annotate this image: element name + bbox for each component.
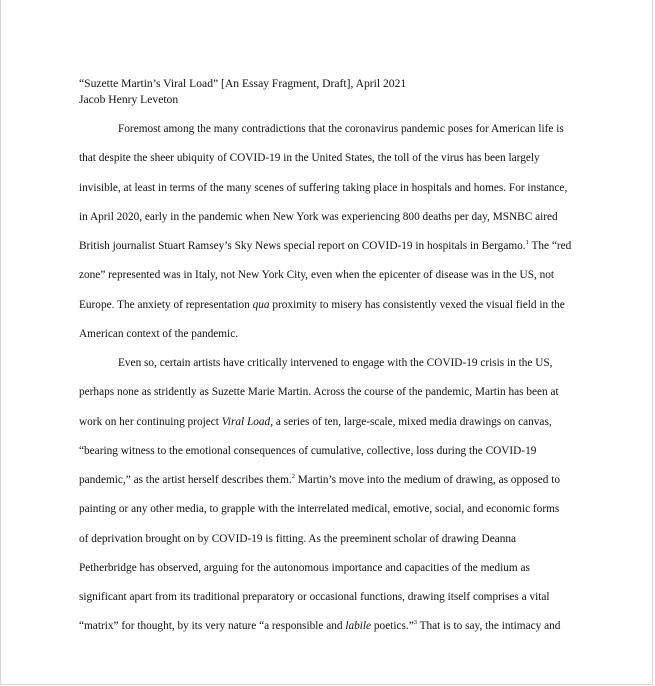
paragraph-line: pandemic,” as the artist herself describes them.$^2$ Martin’s move into the medium of drawing, as opposed to: [79, 473, 561, 486]
paragraph-line: British journalist Stuart Ramsey’s Sky News special report on COVID-19 in hospitals in Bergamo.$^1$ The “red: [79, 239, 572, 252]
essay-body: [79, 121, 579, 648]
paragraph-line: invisible, at least in terms of the many scenes of suffering taking place in hospitals and homes. For instance,: [79, 181, 568, 194]
paragraph-line: perhaps none as stridently as Suzette Marie Martin. Across the course of the pandemic, Martin has been at: [79, 386, 559, 399]
paragraph-line: Even so, certain artists have critically intervened to engage with the COVID-19 crisis in the US,: [118, 357, 553, 369]
paragraph-line: significant apart from its traditional preparatory or occasional functions, drawing itself comprises a vital: [79, 591, 550, 603]
document-title: “Suzette Martin’s Viral Load” [An Essay Fragment, Draft], April 2021: [79, 77, 407, 90]
paragraph-line: painting or any other media, to grapple with the interrelated medical, emotive, social, and economic forms: [79, 503, 560, 516]
paragraph-line: work on her continuing project Viral Load, a series of ten, large-scale, mixed media drawings on canvas,: [79, 415, 552, 428]
italic-term: qua: [252, 298, 270, 311]
paragraph-line: of deprivation brought on by COVID-19 is fitting. As the preeminent scholar of drawing Deanna: [79, 532, 517, 545]
footnote-marker: 3: [413, 619, 417, 627]
paragraph-line: in April 2020, early in the pandemic when New York was experiencing 800 deaths per day, MSNBC aired: [79, 210, 558, 223]
paragraph-line: Petherbridge has observed, arguing for the autonomous importance and capacities of the medium as: [79, 561, 530, 574]
paragraph-line: “bearing witness to the emotional consequences of cumulative, collective, loss during the COVID-19: [79, 444, 537, 457]
footnote-marker: 1: [525, 239, 529, 246]
document-author: Jacob Henry Leveton: [79, 93, 179, 106]
paragraph-line: Foremost among the many contradictions that the coronavirus pandemic poses for American life is: [118, 123, 564, 135]
footnote-marker: 2: [291, 473, 295, 480]
document-header: [79, 76, 406, 108]
paragraph-line: that despite the sheer ubiquity of COVID-19 in the United States, the toll of the virus has been largely: [79, 152, 540, 165]
italic-term: labile: [345, 620, 372, 633]
paragraph-line: zone” represented was in Italy, not New York City, even when the epicenter of disease was in the US, not: [79, 269, 555, 282]
paragraph-line: American context of the pandemic.: [79, 327, 239, 340]
paragraph-line: “matrix” for thought, by its very nature “a responsible and labile poetics.”$^3$ That is to say, the intimacy and: [79, 619, 561, 633]
paragraph-line: Europe. The anxiety of representation qua proximity to misery has consistently vexed the visual field in the: [79, 298, 565, 311]
italic-title: Viral Load: [221, 415, 271, 428]
